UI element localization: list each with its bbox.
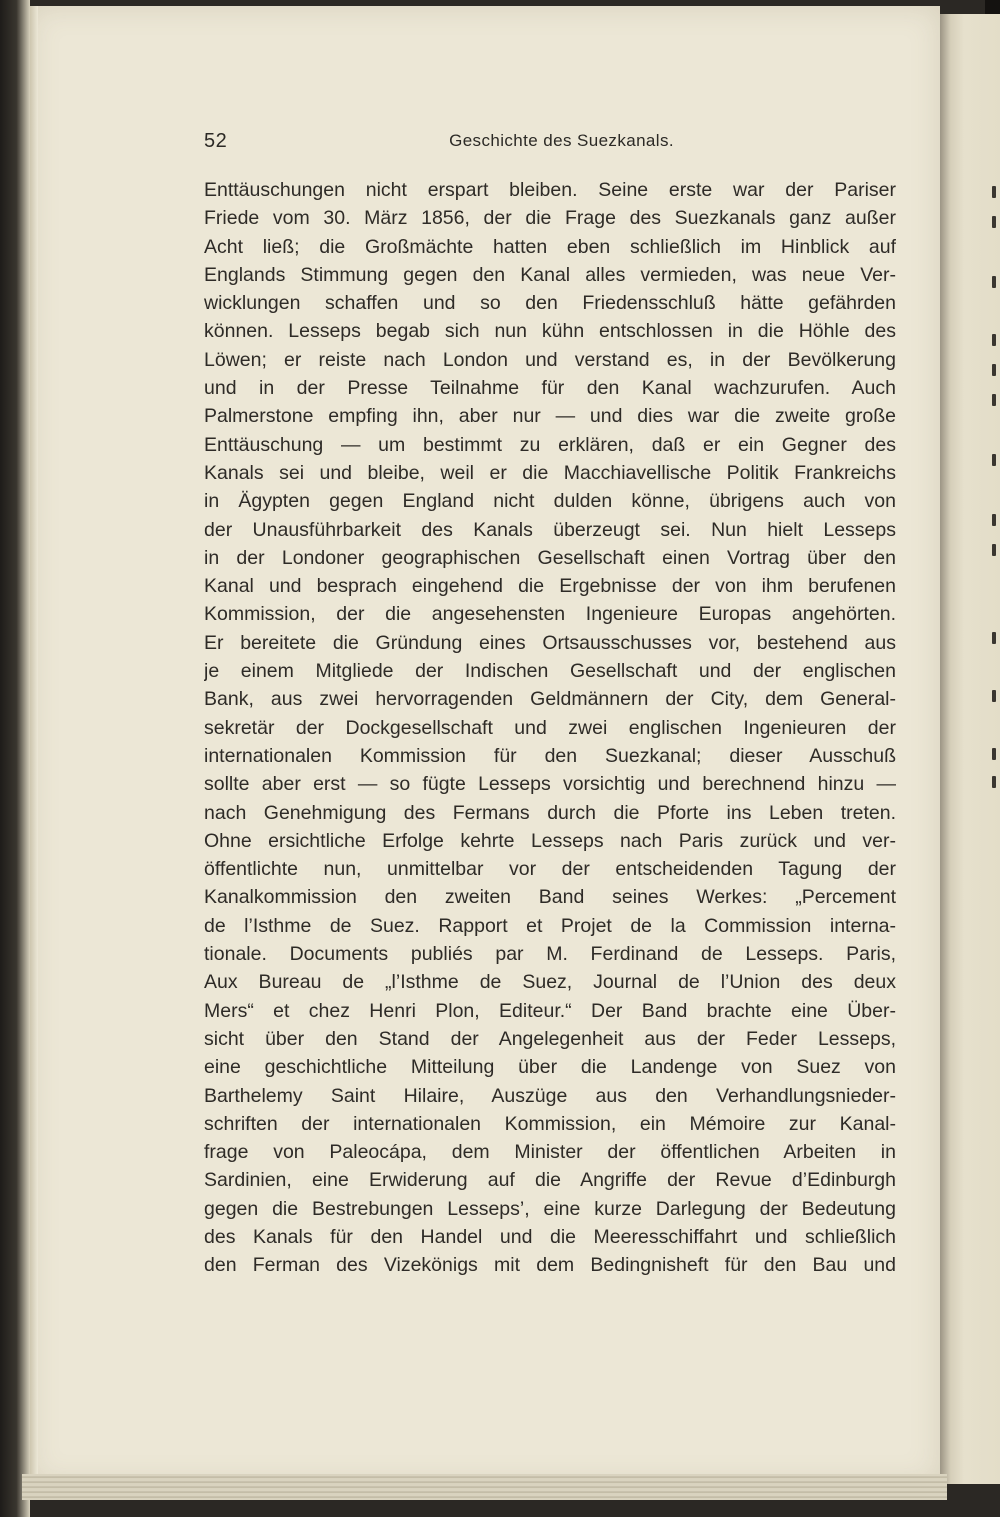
text-line: den Ferman des Vizekönigs mit dem Bedingnisheft für den Bau und [204, 1254, 896, 1277]
text-line: Kanal und besprach eingehend die Ergebnisse der von ihm berufenen [204, 575, 896, 598]
text-line: Englands Stimmung gegen den Kanal alles vermieden, was neue Ver- [204, 263, 896, 286]
text-line: in Ägypten gegen England nicht dulden könne, übrigens auch von [204, 490, 896, 513]
page-stack-edges [22, 1474, 947, 1500]
text-line: in der Londoner geographischen Gesellschaft einen Vortrag über den [204, 546, 896, 569]
text-line: können. Lesseps begab sich nun kühn entschlossen in die Höhle des [204, 320, 896, 343]
adjacent-page-glyph [992, 276, 996, 288]
text-line: internationalen Kommission für den Suezkanal; dieser Ausschuß [204, 744, 896, 767]
adjacent-page-glyph [992, 186, 996, 198]
text-line: Sardinien, eine Erwiderung auf die Angriffe der Revue d’Edinburgh [204, 1169, 896, 1192]
adjacent-page-glyph [992, 748, 996, 760]
text-line: sekretär der Dockgesellschaft und zwei englischen Ingenieuren der [204, 716, 896, 739]
text-line: je einem Mitgliede der Indischen Gesellschaft und der englischen [204, 660, 896, 683]
text-line: schriften der internationalen Kommission, ein Mémoire zur Kanal- [204, 1112, 896, 1135]
text-line: sollte aber erst — so fügte Lesseps vorsichtig und berechnend hinzu — [204, 773, 896, 796]
text-line: Enttäuschung — um bestimmt zu erklären, daß er ein Gegner des [204, 433, 896, 456]
text-line: Bank, aus zwei hervorragenden Geldmännern der City, dem General- [204, 688, 896, 711]
adjacent-page-glyph [992, 690, 996, 702]
text-line: frage von Paleocápa, dem Minister der öffentlichen Arbeiten in [204, 1141, 896, 1164]
text-line: gegen die Bestrebungen Lesseps’, eine kurze Darlegung der Bedeutung [204, 1197, 896, 1220]
adjacent-page-glyph [992, 632, 996, 644]
text-line: öffentlichte nun, unmittelbar vor der entscheidenden Tagung der [204, 858, 896, 881]
text-line: Er bereitete die Gründung eines Ortsausschusses vor, bestehend aus [204, 631, 896, 654]
text-line: Ohne ersichtliche Erfolge kehrte Lesseps nach Paris zurück und ver- [204, 829, 896, 852]
book-spine-edge [0, 0, 30, 1517]
text-line: Mers“ et chez Henri Plon, Editeur.“ Der Band brachte eine Über- [204, 999, 896, 1022]
page-number: 52 [204, 130, 228, 152]
text-line: eine geschichtliche Mitteilung über die Landenge von Suez von [204, 1056, 896, 1079]
text-line: Kanals sei und bleibe, weil er die Macchiavellische Politik Frankreichs [204, 461, 896, 484]
adjacent-page-glyph [992, 216, 996, 228]
text-line: tionale. Documents publiés par M. Ferdinand de Lesseps. Paris, [204, 943, 896, 966]
adjacent-page-edge [940, 14, 1000, 1484]
text-line: Palmerstone empfing ihn, aber nur — und dies war die zweite große [204, 405, 896, 428]
text-line: und in der Presse Teilnahme für den Kanal wachzurufen. Auch [204, 377, 896, 400]
text-line: des Kanals für den Handel und die Meeresschiffahrt und schließlich [204, 1225, 896, 1248]
adjacent-page-glyph [992, 776, 996, 788]
adjacent-page-glyph [992, 454, 996, 466]
adjacent-page-glyph [992, 334, 996, 346]
running-title: Geschichte des Suezkanals. [449, 131, 674, 150]
text-line: Löwen; er reiste nach London und verstand es, in der Bevölkerung [204, 348, 896, 371]
text-line: Kommission, der die angesehensten Ingenieure Europas angehörten. [204, 603, 896, 626]
text-line: nach Genehmigung des Fermans durch die Pforte ins Leben treten. [204, 801, 896, 824]
text-line: Acht ließ; die Großmächte hatten eben schließlich im Hinblick auf [204, 235, 896, 258]
adjacent-page-glyph [992, 544, 996, 556]
text-line: der Unausführbarkeit des Kanals überzeugt sei. Nun hielt Lesseps [204, 518, 896, 541]
text-line: Aux Bureau de „l’Isthme de Suez, Journal de l’Union des deux [204, 971, 896, 994]
text-line: Friede vom 30. März 1856, der die Frage des Suezkanals ganz außer [204, 207, 896, 230]
adjacent-page-glyph [992, 514, 996, 526]
adjacent-page-glyph [992, 394, 996, 406]
adjacent-page-glyph [992, 364, 996, 376]
text-line: Barthelemy Saint Hilaire, Auszüge aus den Verhandlungsnieder- [204, 1084, 896, 1107]
text-line: wicklungen schaffen und so den Friedensschluß hätte gefährden [204, 292, 896, 315]
running-head [204, 130, 674, 154]
text-line: Enttäuschungen nicht erspart bleiben. Seine erste war der Pariser [204, 179, 896, 201]
text-line: Kanalkommission den zweiten Band seines Werkes: „Percement [204, 886, 896, 909]
text-line: sicht über den Stand der Angelegenheit aus der Feder Lesseps, [204, 1027, 896, 1050]
body-text [204, 176, 896, 1280]
text-line: de l’Isthme de Suez. Rapport et Projet de la Commission interna- [204, 914, 896, 937]
